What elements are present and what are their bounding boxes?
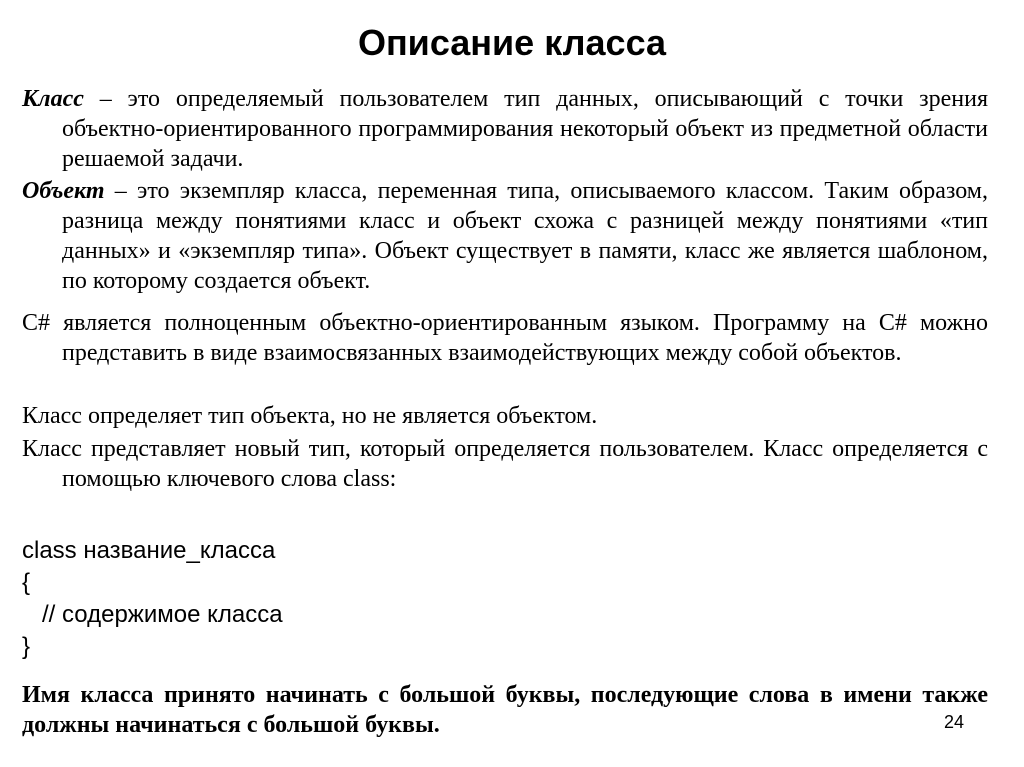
paragraph-class-keyword: Класс представляет новый тип, который определяется пользователем. Класс определяется с помощью ключевого слова class:: [22, 436, 988, 492]
paragraph-class-type: Класс определяет тип объекта, но не является объектом.: [22, 403, 598, 429]
definition-text: – это определяемый пользователем тип данных, описывающий с точки зрения объектно-ориентированного программирования некоторый объект из предметной области решаемой задачи.: [62, 86, 988, 172]
code-line: {: [22, 569, 31, 596]
definition-text: – это экземпляр класса, переменная типа, описываемого классом. Таким образом, разница между понятиями класс и объект схожа с разницей между понятиями «тип данных» и «экземпляр типа». Объект существует в памяти, класс же является шаблоном, по которому создается объект.: [62, 178, 988, 294]
code-line: }: [22, 633, 31, 660]
class-definition: [22, 84, 988, 174]
naming-note: Имя класса принято начинать с большой буквы, последующие слова в имени также должны начинаться с большой буквы.: [22, 682, 988, 738]
paragraph-csharp: C# является полноценным объектно-ориентированным языком. Программу на C# можно представить в виде взаимосвязанных взаимодействующих между собой объектов.: [22, 310, 988, 366]
code-line: // содержимое класса: [22, 601, 283, 628]
slide-title: Описание класса: [357, 22, 667, 63]
page-number: 24: [943, 712, 964, 732]
term-object: Объект: [22, 178, 105, 204]
code-block: [22, 535, 283, 663]
term-class: Класс: [22, 86, 84, 112]
object-definition: [22, 176, 988, 296]
code-line: class название_класса: [22, 537, 276, 564]
